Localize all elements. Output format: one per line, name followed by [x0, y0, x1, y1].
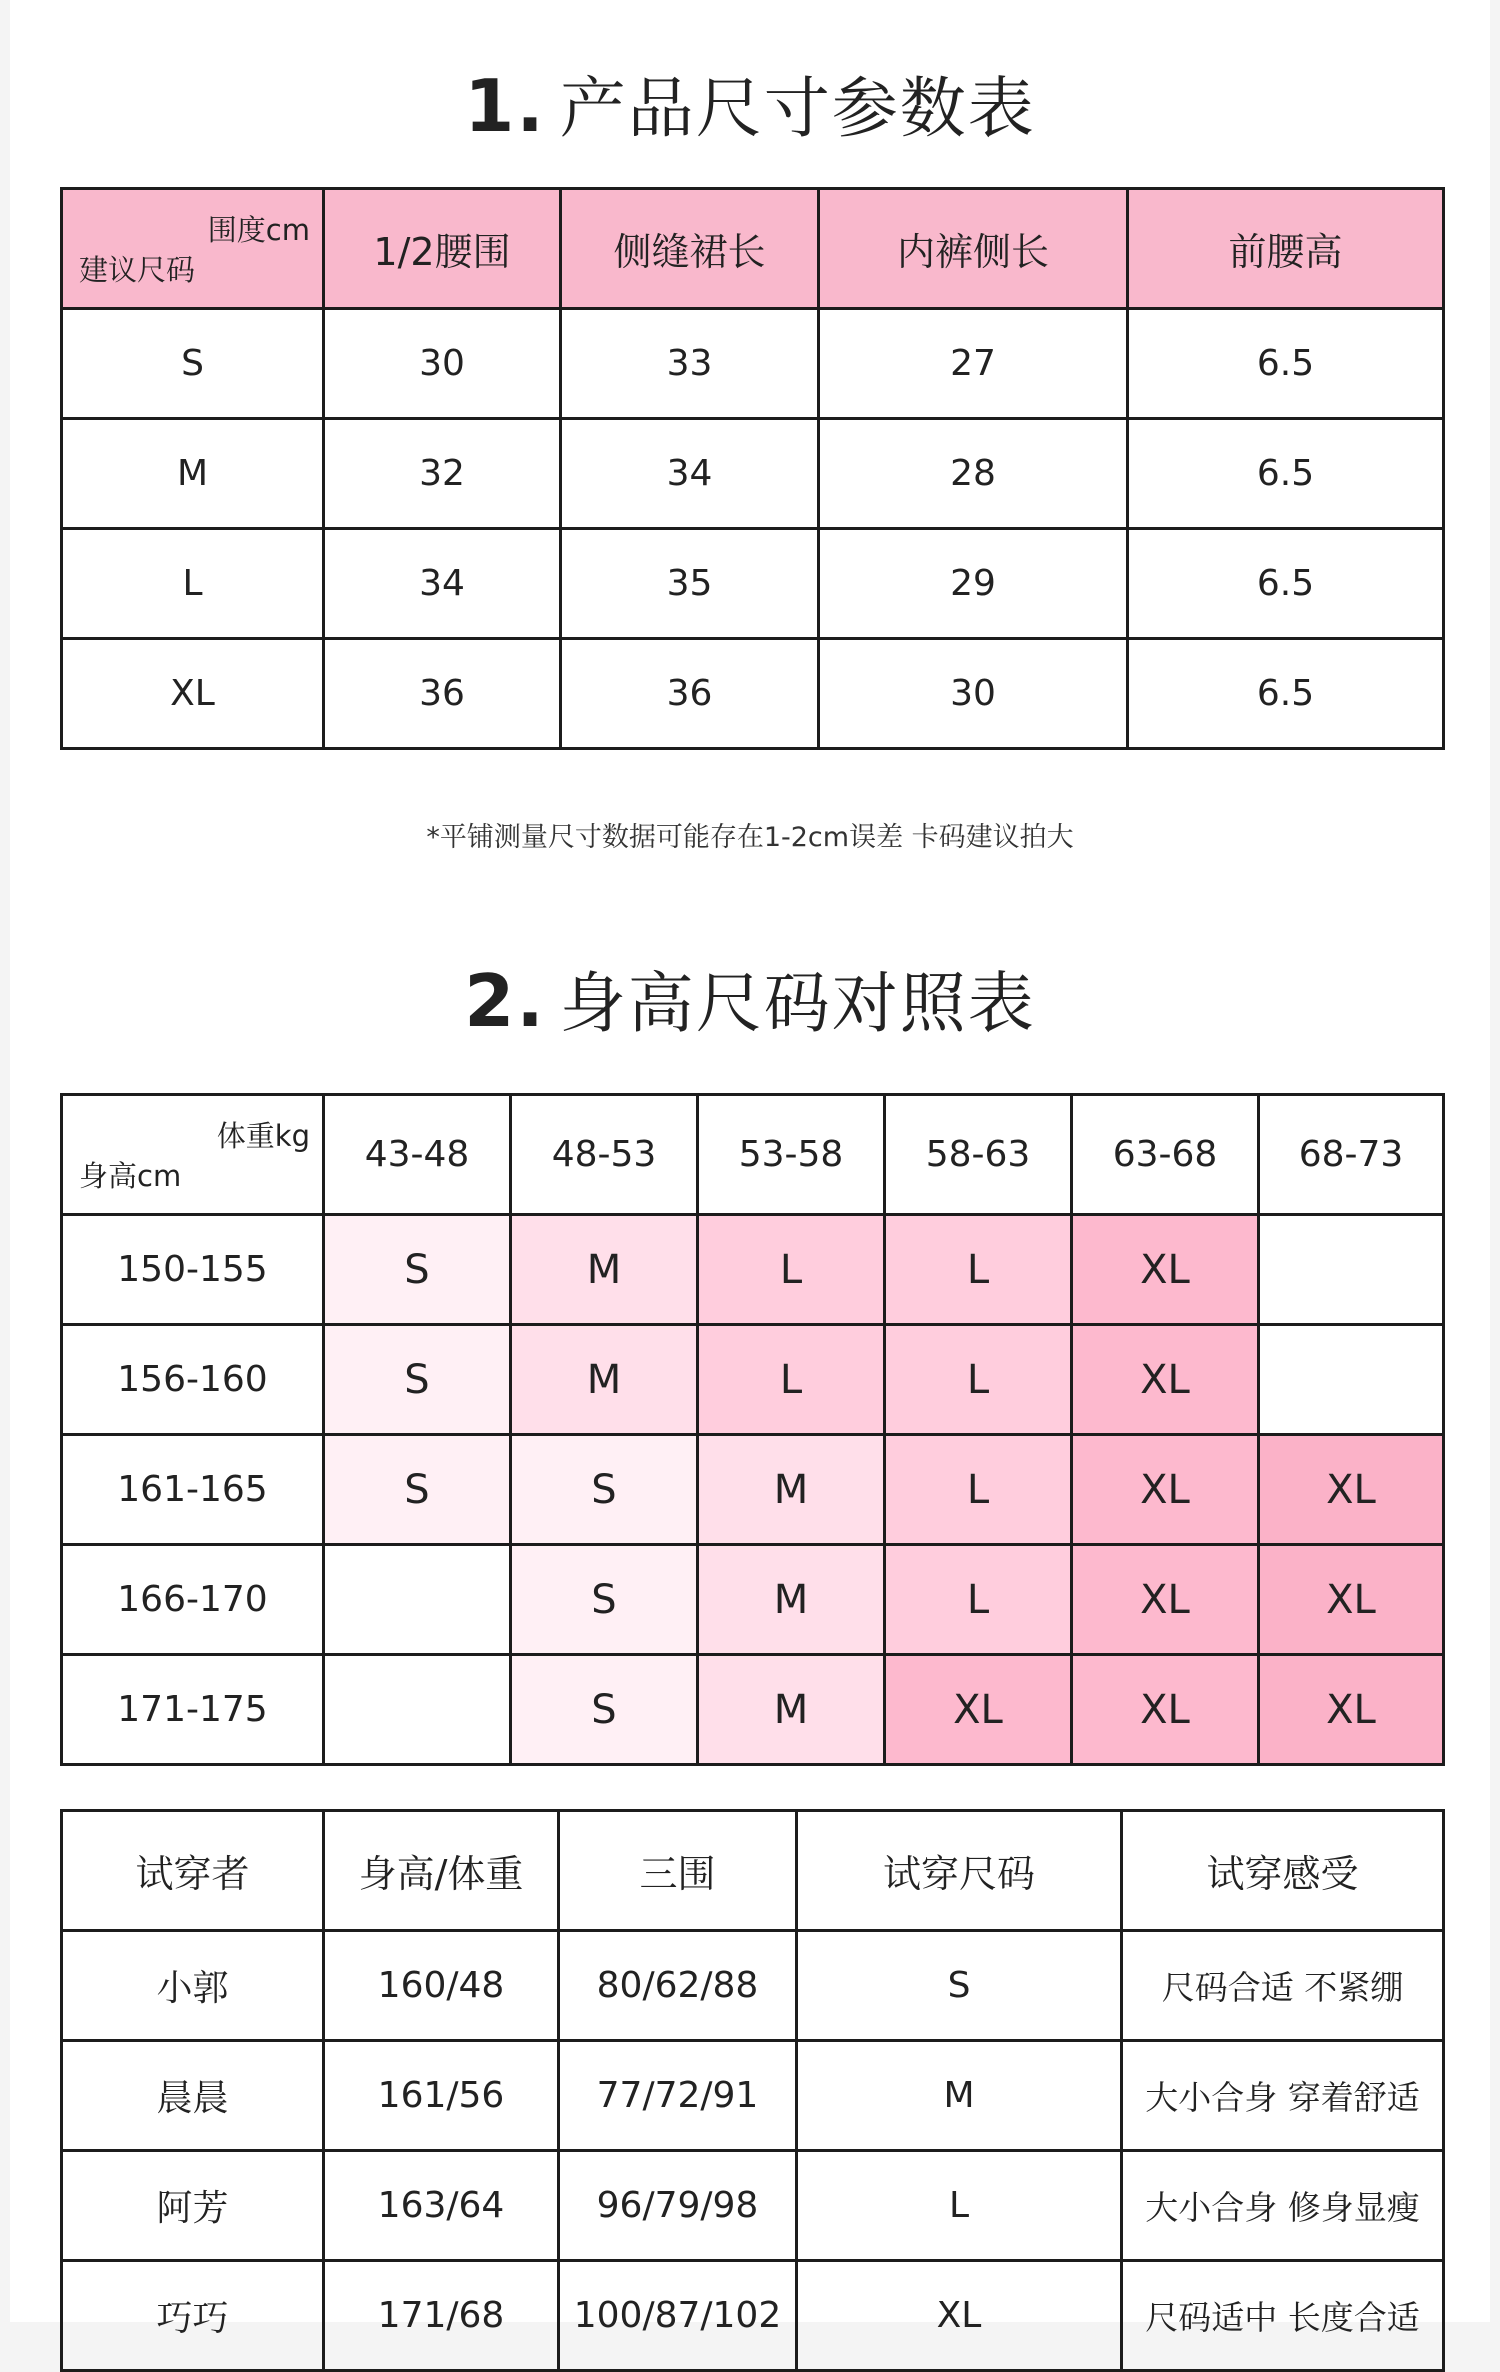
value-cell: 33: [561, 309, 819, 419]
size-recommendation-cell: XL: [1072, 1655, 1259, 1765]
table-row: [62, 419, 1444, 529]
size-recommendation-cell: [324, 1655, 511, 1765]
height-weight-cell: 160/48: [324, 1931, 559, 2041]
table-row: [62, 2151, 1444, 2261]
column-header: 前腰高: [1128, 189, 1444, 309]
size-recommendation-cell: XL: [1072, 1215, 1259, 1325]
column-header: 三围: [559, 1811, 797, 1931]
weight-header: 58-63: [885, 1095, 1072, 1215]
weight-header: 48-53: [511, 1095, 698, 1215]
try-on-table: [60, 1809, 1445, 2372]
feeling-cell: 大小合身 穿着舒适: [1122, 2041, 1444, 2151]
value-cell: 32: [324, 419, 561, 529]
section2-title: [10, 950, 1490, 1045]
corner-top-label: 围度cm: [207, 213, 310, 247]
tried-size-cell: L: [797, 2151, 1122, 2261]
table-row: [62, 1325, 1444, 1435]
value-cell: 6.5: [1128, 639, 1444, 749]
height-weight-cell: 171/68: [324, 2261, 559, 2371]
size-recommendation-cell: [324, 1545, 511, 1655]
value-cell: 30: [324, 309, 561, 419]
tried-size-cell: M: [797, 2041, 1122, 2151]
tried-size-cell: XL: [797, 2261, 1122, 2371]
height-cell: 161-165: [62, 1435, 324, 1545]
size-recommendation-cell: S: [511, 1435, 698, 1545]
table1-corner-cell: [62, 189, 324, 309]
size-recommendation-cell: XL: [1072, 1325, 1259, 1435]
tester-name-cell: 巧巧: [62, 2261, 324, 2371]
size-recommendation-cell: XL: [1259, 1545, 1444, 1655]
weight-header: 63-68: [1072, 1095, 1259, 1215]
size-recommendation-cell: XL: [1072, 1435, 1259, 1545]
height-cell: 166-170: [62, 1545, 324, 1655]
height-cell: 150-155: [62, 1215, 324, 1325]
height-cell: 156-160: [62, 1325, 324, 1435]
table1-header-row: [62, 189, 1444, 309]
weight-header: 53-58: [698, 1095, 885, 1215]
feeling-cell: 尺码合适 不紧绷: [1122, 1931, 1444, 2041]
height-weight-cell: 161/56: [324, 2041, 559, 2151]
column-header: 侧缝裙长: [561, 189, 819, 309]
size-recommendation-cell: M: [698, 1435, 885, 1545]
product-size-table: [60, 187, 1445, 750]
page: [10, 0, 1490, 2339]
measurements-cell: 100/87/102: [559, 2261, 797, 2371]
section1-title-text: 产品尺寸参数表: [559, 70, 1036, 147]
table-row: [62, 2041, 1444, 2151]
size-recommendation-cell: L: [885, 1435, 1072, 1545]
table-row: [62, 529, 1444, 639]
corner-bottom-label: 身高cm: [79, 1159, 182, 1193]
table-row: [62, 1931, 1444, 2041]
section1-number: 1.: [464, 64, 546, 148]
size-recommendation-cell: S: [324, 1325, 511, 1435]
size-recommendation-cell: L: [885, 1325, 1072, 1435]
size-recommendation-cell: M: [511, 1215, 698, 1325]
table3-header-row: [62, 1811, 1444, 1931]
value-cell: 6.5: [1128, 419, 1444, 529]
size-recommendation-cell: L: [885, 1215, 1072, 1325]
measurement-note: *平铺测量尺寸数据可能存在1-2cm误差 卡码建议拍大: [426, 822, 1074, 853]
value-cell: 27: [819, 309, 1128, 419]
table-row: [62, 1435, 1444, 1545]
column-header: 1/2腰围: [324, 189, 561, 309]
size-recommendation-cell: S: [511, 1545, 698, 1655]
size-cell: L: [62, 529, 324, 639]
corner-bottom-label: 建议尺码: [79, 253, 196, 287]
section1-title: [10, 55, 1490, 150]
size-recommendation-cell: [1259, 1215, 1444, 1325]
table2-corner-cell: [62, 1095, 324, 1215]
section2-title-text: 身高尺码对照表: [559, 965, 1036, 1042]
tester-name-cell: 小郭: [62, 1931, 324, 2041]
size-recommendation-cell: XL: [1259, 1435, 1444, 1545]
table-row: [62, 639, 1444, 749]
tried-size-cell: S: [797, 1931, 1122, 2041]
value-cell: 6.5: [1128, 309, 1444, 419]
table-row: [62, 1545, 1444, 1655]
table-row: [62, 1215, 1444, 1325]
column-header: 身高/体重: [324, 1811, 559, 1931]
size-recommendation-cell: L: [698, 1325, 885, 1435]
size-recommendation-cell: L: [885, 1545, 1072, 1655]
measurements-cell: 77/72/91: [559, 2041, 797, 2151]
section2-number: 2.: [464, 959, 546, 1043]
column-header: 内裤侧长: [819, 189, 1128, 309]
value-cell: 34: [324, 529, 561, 639]
size-cell: XL: [62, 639, 324, 749]
table-row: [62, 1655, 1444, 1765]
column-header: 试穿尺码: [797, 1811, 1122, 1931]
table-row: [62, 2261, 1444, 2371]
table-row: [62, 309, 1444, 419]
size-recommendation-cell: M: [698, 1655, 885, 1765]
size-recommendation-cell: S: [511, 1655, 698, 1765]
value-cell: 6.5: [1128, 529, 1444, 639]
size-recommendation-cell: L: [698, 1215, 885, 1325]
feeling-cell: 尺码适中 长度合适: [1122, 2261, 1444, 2371]
table2-header-row: [62, 1095, 1444, 1215]
size-cell: S: [62, 309, 324, 419]
corner-top-label: 体重kg: [216, 1119, 310, 1153]
size-recommendation-cell: M: [511, 1325, 698, 1435]
tester-name-cell: 阿芳: [62, 2151, 324, 2261]
weight-header: 68-73: [1259, 1095, 1444, 1215]
size-cell: M: [62, 419, 324, 529]
height-size-table: [60, 1093, 1445, 1766]
measurements-cell: 80/62/88: [559, 1931, 797, 2041]
weight-header: 43-48: [324, 1095, 511, 1215]
value-cell: 30: [819, 639, 1128, 749]
value-cell: 34: [561, 419, 819, 529]
size-recommendation-cell: XL: [1259, 1655, 1444, 1765]
measurements-cell: 96/79/98: [559, 2151, 797, 2261]
height-weight-cell: 163/64: [324, 2151, 559, 2261]
height-cell: 171-175: [62, 1655, 324, 1765]
value-cell: 28: [819, 419, 1128, 529]
size-recommendation-cell: XL: [885, 1655, 1072, 1765]
value-cell: 36: [561, 639, 819, 749]
value-cell: 35: [561, 529, 819, 639]
size-recommendation-cell: XL: [1072, 1545, 1259, 1655]
column-header: 试穿感受: [1122, 1811, 1444, 1931]
column-header: 试穿者: [62, 1811, 324, 1931]
value-cell: 29: [819, 529, 1128, 639]
tester-name-cell: 晨晨: [62, 2041, 324, 2151]
size-recommendation-cell: M: [698, 1545, 885, 1655]
size-recommendation-cell: S: [324, 1215, 511, 1325]
value-cell: 36: [324, 639, 561, 749]
size-recommendation-cell: [1259, 1325, 1444, 1435]
feeling-cell: 大小合身 修身显瘦: [1122, 2151, 1444, 2261]
size-recommendation-cell: S: [324, 1435, 511, 1545]
